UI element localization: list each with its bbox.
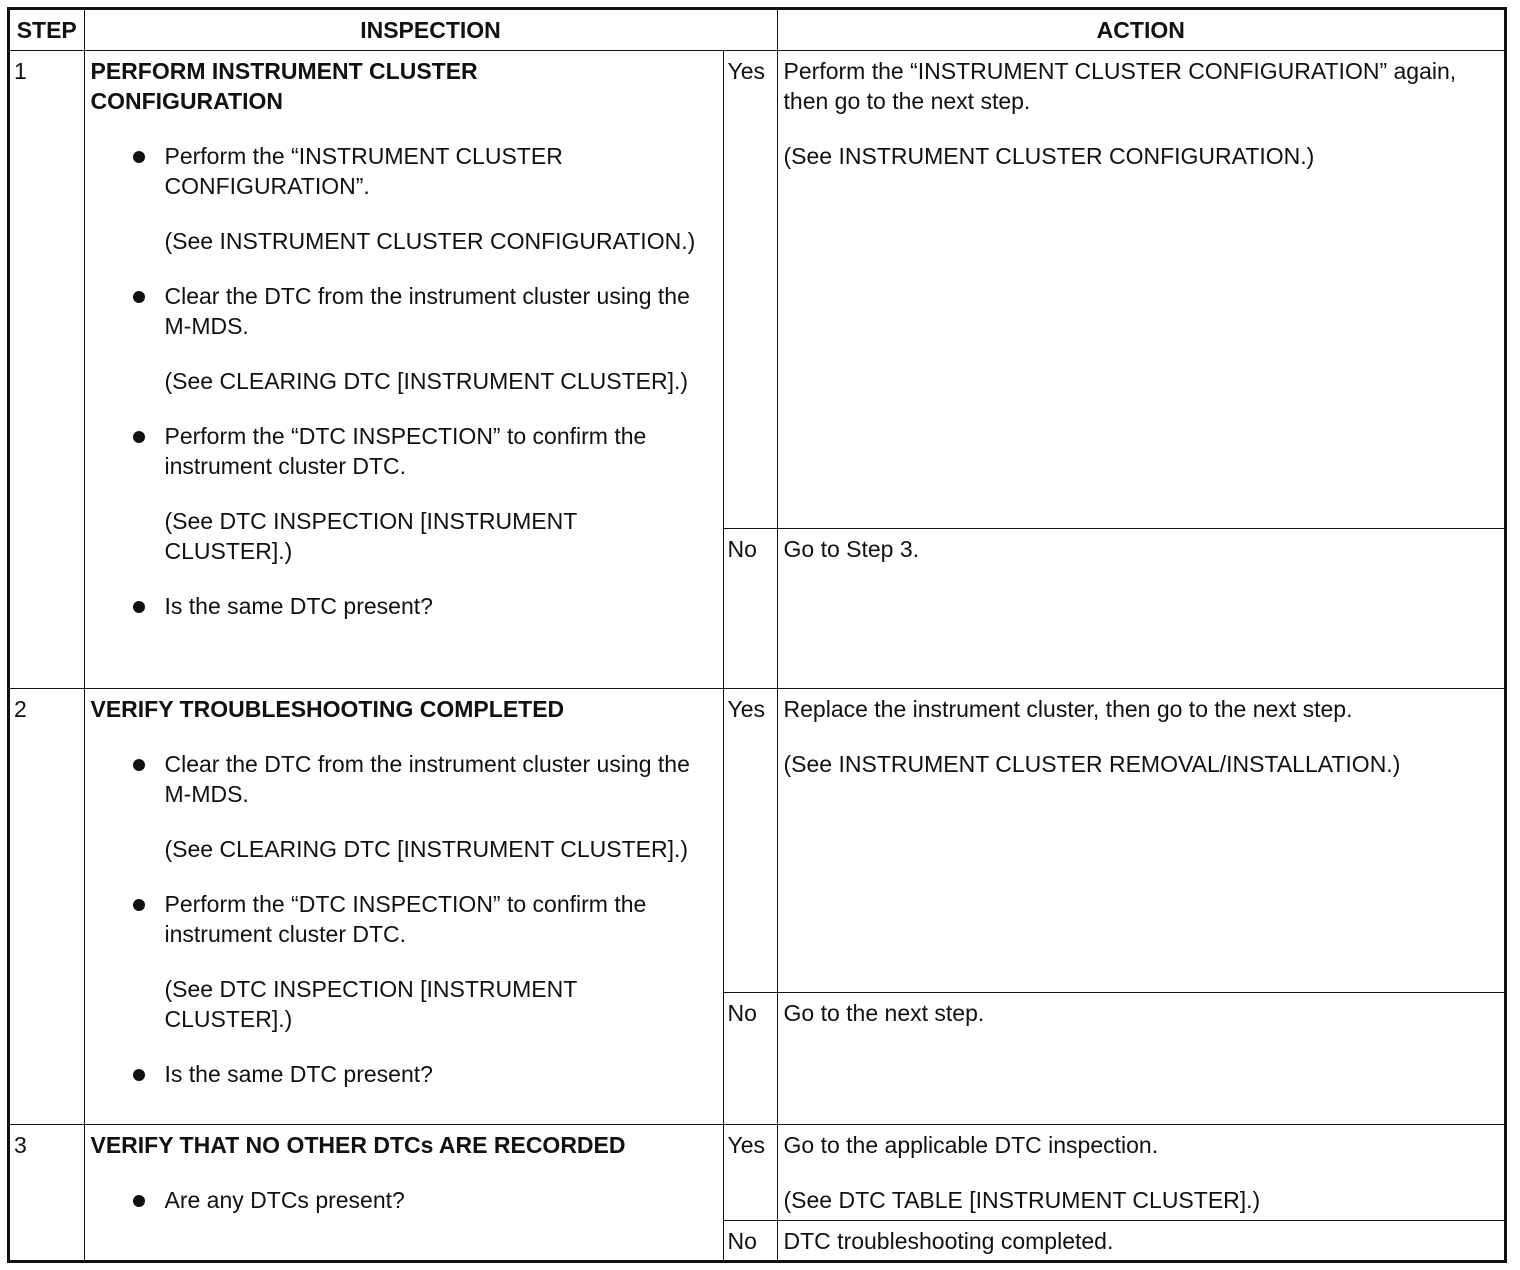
bullet-item	[165, 591, 697, 621]
step-number: 1	[10, 50, 84, 688]
no-label: No	[723, 992, 777, 1124]
step-title-line: CONFIGURATION	[90, 87, 284, 114]
reference-text: (See INSTRUMENT CLUSTER CONFIGURATION.)	[164, 227, 696, 254]
reference-text: (See DTC INSPECTION [INSTRUMENT CLUSTER].)	[164, 975, 577, 1032]
bullet-icon	[133, 1195, 145, 1207]
header-step: STEP	[10, 10, 84, 50]
inspection-cell	[84, 1124, 723, 1261]
bullet-item	[165, 889, 697, 949]
troubleshooting-table	[10, 10, 1504, 1261]
header-action: ACTION	[777, 10, 1504, 50]
action-reference: (See INSTRUMENT CLUSTER CONFIGURATION.)	[783, 142, 1315, 169]
yes-action-cell	[777, 50, 1504, 528]
action-text: DTC troubleshooting completed.	[783, 1227, 1114, 1254]
no-label: No	[723, 528, 777, 688]
bullet-text: Perform the “DTC INSPECTION” to confirm the instrument cluster DTC.	[164, 890, 647, 947]
yes-action-cell	[777, 688, 1504, 992]
header-row	[10, 10, 1504, 50]
bullet-item	[165, 1185, 697, 1215]
action-text: Perform the “INSTRUMENT CLUSTER CONFIGURATION” again, then go to the next step.	[783, 57, 1457, 114]
inspection-cell	[84, 50, 723, 688]
bullet-text: Clear the DTC from the instrument cluster using the M-MDS.	[164, 750, 690, 807]
bullet-icon	[133, 291, 145, 303]
bullet-icon	[133, 1069, 145, 1081]
action-reference: (See INSTRUMENT CLUSTER REMOVAL/INSTALLATION.)	[783, 750, 1401, 777]
bullet-item	[165, 421, 697, 481]
bullet-icon	[133, 431, 145, 443]
no-action-cell	[777, 992, 1504, 1124]
yes-label: Yes	[723, 1124, 777, 1220]
bullet-text: Are any DTCs present?	[164, 1186, 405, 1213]
action-text: Go to the applicable DTC inspection.	[783, 1131, 1159, 1158]
bullet-item	[165, 749, 697, 809]
step-number: 3	[10, 1124, 84, 1261]
inspection-cell	[84, 688, 723, 1124]
bullet-item	[165, 141, 697, 201]
table-row	[10, 1124, 1504, 1220]
bullet-text: Is the same DTC present?	[164, 1060, 433, 1087]
yes-label: Yes	[723, 688, 777, 992]
step-title: VERIFY TROUBLESHOOTING COMPLETED	[90, 695, 565, 722]
yes-action-cell	[777, 1124, 1504, 1220]
bullet-text: Is the same DTC present?	[164, 592, 433, 619]
action-text: Go to the next step.	[783, 999, 985, 1026]
bullet-item	[165, 1059, 697, 1089]
reference-text: (See DTC INSPECTION [INSTRUMENT CLUSTER].)	[164, 507, 577, 564]
bullet-icon	[133, 601, 145, 613]
bullet-text: Perform the “DTC INSPECTION” to confirm the instrument cluster DTC.	[164, 422, 647, 479]
no-label: No	[723, 1220, 777, 1261]
no-action-cell	[777, 1220, 1504, 1261]
troubleshooting-table-frame	[7, 7, 1507, 1263]
bullet-item	[165, 281, 697, 341]
bullet-icon	[133, 151, 145, 163]
action-reference: (See DTC TABLE [INSTRUMENT CLUSTER].)	[783, 1186, 1261, 1213]
step-title-line: PERFORM INSTRUMENT CLUSTER	[90, 57, 478, 84]
action-text: Go to Step 3.	[783, 535, 920, 562]
action-text: Replace the instrument cluster, then go to the next step.	[783, 695, 1353, 722]
bullet-text: Perform the “INSTRUMENT CLUSTER CONFIGURATION”.	[164, 142, 563, 199]
table-row	[10, 688, 1504, 992]
step-title: VERIFY THAT NO OTHER DTCs ARE RECORDED	[90, 1131, 626, 1158]
no-action-cell	[777, 528, 1504, 688]
reference-text: (See CLEARING DTC [INSTRUMENT CLUSTER].)	[164, 367, 689, 394]
reference-text: (See CLEARING DTC [INSTRUMENT CLUSTER].)	[164, 835, 689, 862]
bullet-icon	[133, 899, 145, 911]
step-title	[91, 56, 717, 116]
bullet-text: Clear the DTC from the instrument cluster using the M-MDS.	[164, 282, 690, 339]
header-inspection: INSPECTION	[84, 10, 777, 50]
step-number: 2	[10, 688, 84, 1124]
bullet-icon	[133, 759, 145, 771]
table-row	[10, 50, 1504, 528]
yes-label: Yes	[723, 50, 777, 528]
